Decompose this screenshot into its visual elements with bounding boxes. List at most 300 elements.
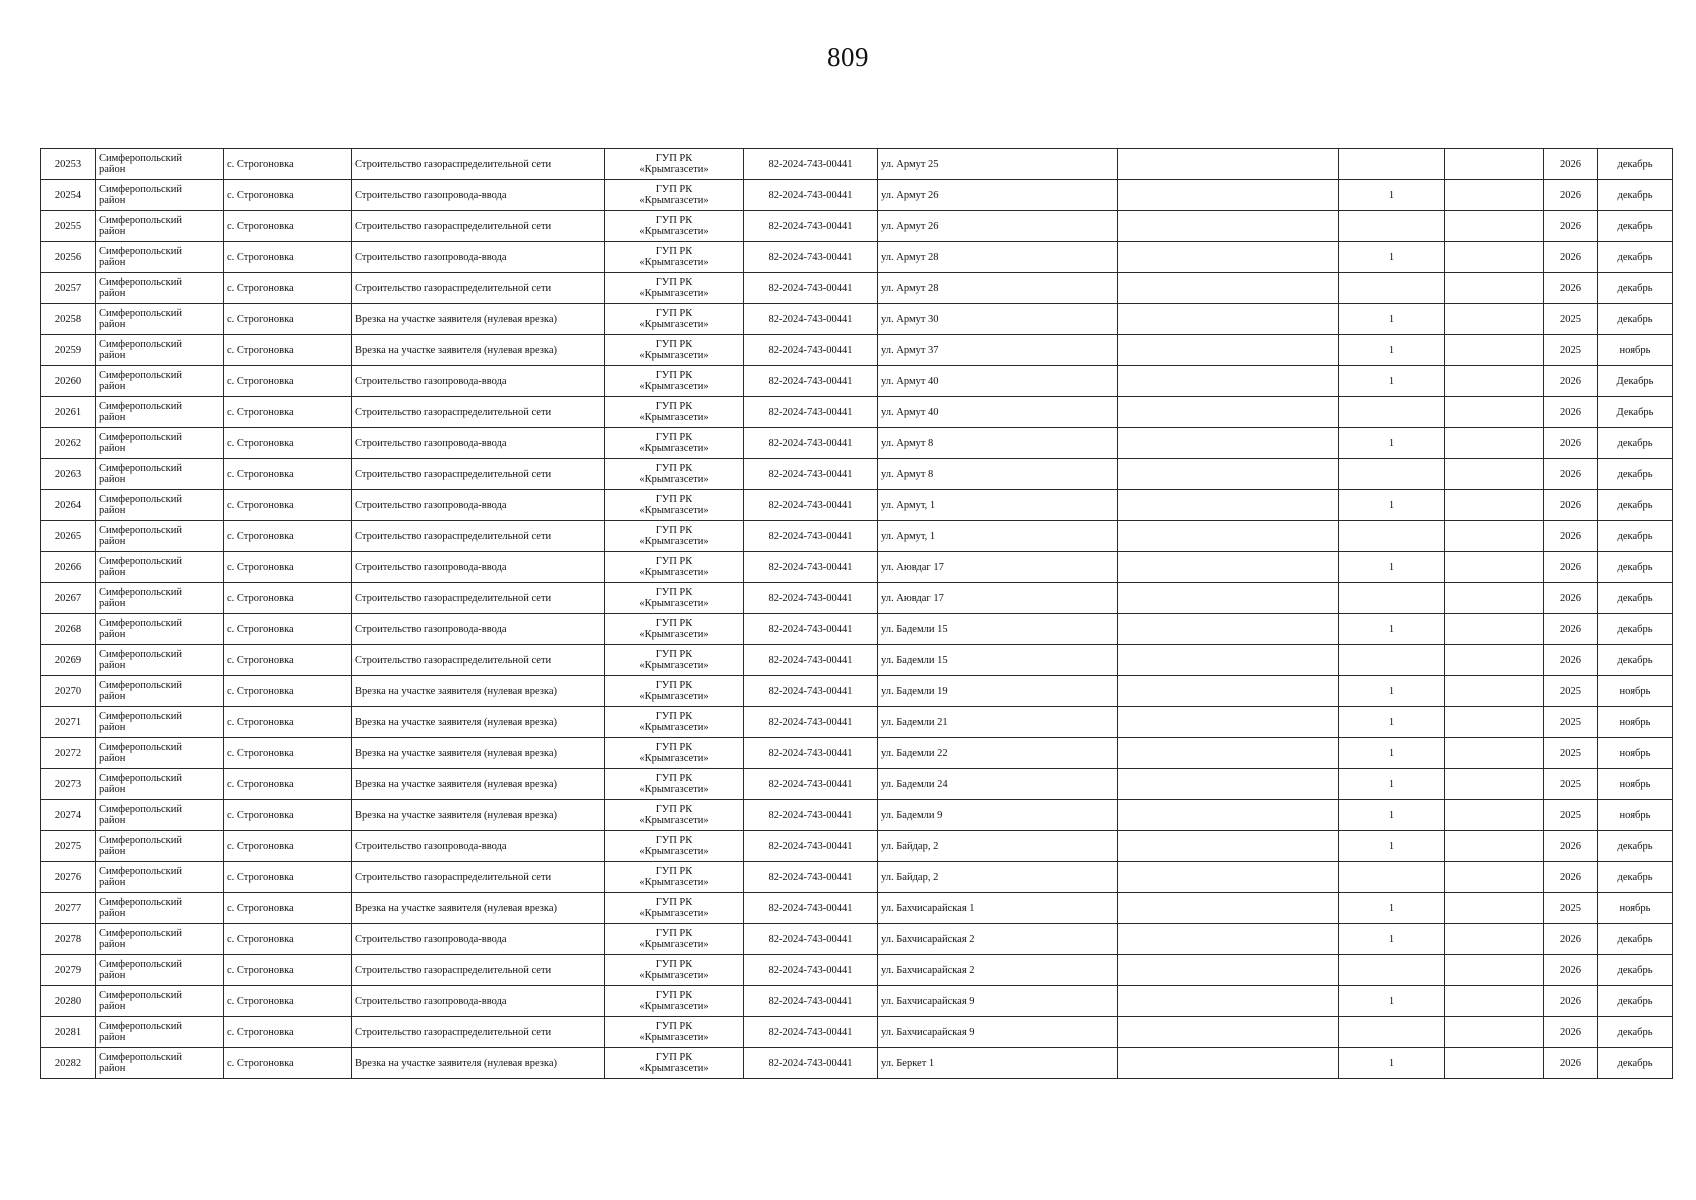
organization-line-1: ГУП РК: [655, 277, 693, 288]
count-cell: [1339, 521, 1445, 552]
district-line-1: Симферопольский: [99, 308, 182, 319]
address-cell: ул. Бахчисарайская 2: [878, 955, 1118, 986]
work-type-cell: Врезка на участке заявителя (нулевая врезка): [352, 769, 605, 800]
district-cell: [96, 769, 224, 800]
year-cell: 2025: [1544, 304, 1598, 335]
empty-cell: [1445, 893, 1544, 924]
month-cell: декабрь: [1598, 149, 1673, 180]
count-cell: 1: [1339, 552, 1445, 583]
row-number: 20259: [41, 335, 96, 366]
organization-line-1: ГУП РК: [655, 246, 693, 257]
district-cell: [96, 521, 224, 552]
organization-line-1: ГУП РК: [655, 153, 693, 164]
count-cell: [1339, 273, 1445, 304]
district-line-2: район: [99, 1001, 126, 1012]
empty-cell: [1118, 862, 1339, 893]
district-cell: [96, 831, 224, 862]
row-number: 20270: [41, 676, 96, 707]
month-cell: декабрь: [1598, 459, 1673, 490]
organization-line-1: ГУП РК: [655, 308, 693, 319]
organization-cell: [605, 521, 744, 552]
empty-cell: [1118, 335, 1339, 366]
organization-cell: [605, 1017, 744, 1048]
empty-cell: [1118, 986, 1339, 1017]
address-cell: ул. Армут 40: [878, 366, 1118, 397]
page-number: 809: [827, 42, 869, 72]
district-cell: [96, 645, 224, 676]
row-number: 20256: [41, 242, 96, 273]
district-line-1: Симферопольский: [99, 339, 182, 350]
count-cell: 1: [1339, 769, 1445, 800]
address-cell: ул. Армут 8: [878, 428, 1118, 459]
organization-line-1: ГУП РК: [655, 587, 693, 598]
district-cell: [96, 273, 224, 304]
work-type-cell: Строительство газопровода-ввода: [352, 614, 605, 645]
district-line-1: Симферопольский: [99, 184, 182, 195]
row-number: 20262: [41, 428, 96, 459]
month-cell: декабрь: [1598, 955, 1673, 986]
district-cell: [96, 1017, 224, 1048]
count-cell: 1: [1339, 428, 1445, 459]
organization-line-2: «Крымгазсети»: [639, 753, 709, 764]
address-cell: ул. Армут 26: [878, 211, 1118, 242]
organization-line-1: ГУП РК: [655, 742, 693, 753]
table-row: [41, 521, 1673, 552]
village-cell: с. Строгоновка: [224, 676, 352, 707]
year-cell: 2026: [1544, 521, 1598, 552]
count-cell: [1339, 1017, 1445, 1048]
empty-cell: [1445, 304, 1544, 335]
empty-cell: [1118, 552, 1339, 583]
registry-code-cell: 82-2024-743-00441: [744, 986, 878, 1017]
organization-line-2: «Крымгазсети»: [639, 1001, 709, 1012]
empty-cell: [1118, 211, 1339, 242]
village-cell: с. Строгоновка: [224, 490, 352, 521]
district-line-2: район: [99, 567, 126, 578]
organization-line-2: «Крымгазсети»: [639, 412, 709, 423]
empty-cell: [1118, 242, 1339, 273]
organization-line-2: «Крымгазсети»: [639, 784, 709, 795]
district-cell: [96, 366, 224, 397]
empty-cell: [1445, 955, 1544, 986]
empty-cell: [1118, 459, 1339, 490]
district-line-1: Симферопольский: [99, 1021, 182, 1032]
district-line-1: Симферопольский: [99, 835, 182, 846]
village-cell: с. Строгоновка: [224, 180, 352, 211]
district-line-1: Симферопольский: [99, 432, 182, 443]
registry-code-cell: 82-2024-743-00441: [744, 521, 878, 552]
organization-line-1: ГУП РК: [655, 494, 693, 505]
organization-line-1: ГУП РК: [655, 215, 693, 226]
village-cell: с. Строгоновка: [224, 924, 352, 955]
month-cell: декабрь: [1598, 1048, 1673, 1079]
empty-cell: [1118, 738, 1339, 769]
organization-line-2: «Крымгазсети»: [639, 164, 709, 175]
organization-line-2: «Крымгазсети»: [639, 1032, 709, 1043]
count-cell: 1: [1339, 242, 1445, 273]
year-cell: 2026: [1544, 1048, 1598, 1079]
district-cell: [96, 428, 224, 459]
address-cell: ул. Бадемли 9: [878, 800, 1118, 831]
year-cell: 2026: [1544, 645, 1598, 676]
organization-line-1: ГУП РК: [655, 680, 693, 691]
registry-code-cell: 82-2024-743-00441: [744, 211, 878, 242]
work-type-cell: Строительство газораспределительной сети: [352, 211, 605, 242]
district-line-2: район: [99, 722, 126, 733]
row-number: 20282: [41, 1048, 96, 1079]
village-cell: с. Строгоновка: [224, 397, 352, 428]
district-line-2: район: [99, 846, 126, 857]
work-type-cell: Врезка на участке заявителя (нулевая врезка): [352, 1048, 605, 1079]
work-type-cell: Строительство газопровода-ввода: [352, 924, 605, 955]
address-cell: ул. Аювдаг 17: [878, 552, 1118, 583]
registry-code-cell: 82-2024-743-00441: [744, 831, 878, 862]
empty-cell: [1445, 831, 1544, 862]
year-cell: 2026: [1544, 397, 1598, 428]
district-line-2: район: [99, 660, 126, 671]
month-cell: декабрь: [1598, 180, 1673, 211]
village-cell: с. Строгоновка: [224, 831, 352, 862]
registry-code-cell: 82-2024-743-00441: [744, 428, 878, 459]
organization-cell: [605, 490, 744, 521]
month-cell: ноябрь: [1598, 676, 1673, 707]
empty-cell: [1118, 1017, 1339, 1048]
organization-cell: [605, 428, 744, 459]
organization-line-2: «Крымгазсети»: [639, 443, 709, 454]
row-number: 20255: [41, 211, 96, 242]
district-line-2: район: [99, 319, 126, 330]
registry-code-cell: 82-2024-743-00441: [744, 366, 878, 397]
work-type-cell: Строительство газораспределительной сети: [352, 583, 605, 614]
organization-cell: [605, 986, 744, 1017]
district-cell: [96, 986, 224, 1017]
year-cell: 2026: [1544, 552, 1598, 583]
empty-cell: [1118, 490, 1339, 521]
table-row: [41, 459, 1673, 490]
district-line-1: Симферопольский: [99, 1052, 182, 1063]
year-cell: 2026: [1544, 955, 1598, 986]
district-line-1: Симферопольский: [99, 742, 182, 753]
empty-cell: [1445, 149, 1544, 180]
organization-line-2: «Крымгазсети»: [639, 505, 709, 516]
village-cell: с. Строгоновка: [224, 366, 352, 397]
year-cell: 2026: [1544, 862, 1598, 893]
organization-line-1: ГУП РК: [655, 401, 693, 412]
district-line-1: Симферопольский: [99, 680, 182, 691]
organization-line-1: ГУП РК: [655, 835, 693, 846]
table-body: [41, 149, 1673, 1079]
organization-cell: [605, 831, 744, 862]
district-cell: [96, 180, 224, 211]
work-type-cell: Врезка на участке заявителя (нулевая врезка): [352, 738, 605, 769]
row-number: 20269: [41, 645, 96, 676]
row-number: 20254: [41, 180, 96, 211]
table-row: [41, 955, 1673, 986]
year-cell: 2026: [1544, 583, 1598, 614]
district-line-1: Симферопольский: [99, 928, 182, 939]
organization-line-2: «Крымгазсети»: [639, 288, 709, 299]
empty-cell: [1118, 707, 1339, 738]
year-cell: 2025: [1544, 769, 1598, 800]
work-type-cell: Строительство газораспределительной сети: [352, 1017, 605, 1048]
table-row: [41, 707, 1673, 738]
count-cell: 1: [1339, 924, 1445, 955]
address-cell: ул. Армут, 1: [878, 490, 1118, 521]
village-cell: с. Строгоновка: [224, 459, 352, 490]
address-cell: ул. Армут 28: [878, 273, 1118, 304]
count-cell: 1: [1339, 180, 1445, 211]
empty-cell: [1445, 552, 1544, 583]
month-cell: декабрь: [1598, 273, 1673, 304]
village-cell: с. Строгоновка: [224, 1048, 352, 1079]
empty-cell: [1445, 707, 1544, 738]
organization-line-1: ГУП РК: [655, 463, 693, 474]
organization-line-2: «Крымгазсети»: [639, 381, 709, 392]
count-cell: [1339, 955, 1445, 986]
address-cell: ул. Армут 28: [878, 242, 1118, 273]
empty-cell: [1445, 769, 1544, 800]
district-line-1: Симферопольский: [99, 277, 182, 288]
registry-code-cell: 82-2024-743-00441: [744, 769, 878, 800]
village-cell: с. Строгоновка: [224, 211, 352, 242]
table-row: [41, 769, 1673, 800]
empty-cell: [1118, 676, 1339, 707]
registry-code-cell: 82-2024-743-00441: [744, 893, 878, 924]
organization-cell: [605, 552, 744, 583]
organization-line-2: «Крымгазсети»: [639, 567, 709, 578]
month-cell: декабрь: [1598, 211, 1673, 242]
count-cell: 1: [1339, 707, 1445, 738]
organization-cell: [605, 242, 744, 273]
district-line-1: Симферопольский: [99, 370, 182, 381]
address-cell: ул. Бадемли 19: [878, 676, 1118, 707]
table-row: [41, 304, 1673, 335]
year-cell: 2025: [1544, 893, 1598, 924]
organization-line-1: ГУП РК: [655, 804, 693, 815]
empty-cell: [1118, 366, 1339, 397]
district-cell: [96, 738, 224, 769]
district-line-2: район: [99, 939, 126, 950]
address-cell: ул. Бадемли 15: [878, 614, 1118, 645]
row-number: 20265: [41, 521, 96, 552]
empty-cell: [1118, 304, 1339, 335]
year-cell: 2026: [1544, 149, 1598, 180]
organization-cell: [605, 924, 744, 955]
address-cell: ул. Бахчисарайская 9: [878, 986, 1118, 1017]
organization-cell: [605, 583, 744, 614]
count-cell: 1: [1339, 490, 1445, 521]
row-number: 20275: [41, 831, 96, 862]
registry-code-cell: 82-2024-743-00441: [744, 800, 878, 831]
month-cell: ноябрь: [1598, 800, 1673, 831]
month-cell: декабрь: [1598, 924, 1673, 955]
row-number: 20257: [41, 273, 96, 304]
organization-cell: [605, 149, 744, 180]
empty-cell: [1118, 955, 1339, 986]
registry-code-cell: 82-2024-743-00441: [744, 738, 878, 769]
row-number: 20264: [41, 490, 96, 521]
row-number: 20253: [41, 149, 96, 180]
address-cell: ул. Беркет 1: [878, 1048, 1118, 1079]
organization-cell: [605, 955, 744, 986]
village-cell: с. Строгоновка: [224, 614, 352, 645]
registry-code-cell: 82-2024-743-00441: [744, 335, 878, 366]
month-cell: декабрь: [1598, 986, 1673, 1017]
registry-code-cell: 82-2024-743-00441: [744, 676, 878, 707]
table-row: [41, 583, 1673, 614]
month-cell: Декабрь: [1598, 366, 1673, 397]
organization-line-2: «Крымгазсети»: [639, 1063, 709, 1074]
address-cell: ул. Байдар, 2: [878, 862, 1118, 893]
table-row: [41, 335, 1673, 366]
registry-code-cell: 82-2024-743-00441: [744, 149, 878, 180]
empty-cell: [1445, 738, 1544, 769]
registry-code-cell: 82-2024-743-00441: [744, 583, 878, 614]
village-cell: с. Строгоновка: [224, 521, 352, 552]
village-cell: с. Строгоновка: [224, 862, 352, 893]
district-cell: [96, 707, 224, 738]
address-cell: ул. Байдар, 2: [878, 831, 1118, 862]
organization-line-2: «Крымгазсети»: [639, 877, 709, 888]
village-cell: с. Строгоновка: [224, 986, 352, 1017]
district-line-1: Симферопольский: [99, 773, 182, 784]
year-cell: 2026: [1544, 831, 1598, 862]
district-cell: [96, 800, 224, 831]
organization-cell: [605, 676, 744, 707]
row-number: 20272: [41, 738, 96, 769]
district-line-2: район: [99, 474, 126, 485]
address-cell: ул. Армут 26: [878, 180, 1118, 211]
district-cell: [96, 893, 224, 924]
count-cell: [1339, 645, 1445, 676]
district-cell: [96, 676, 224, 707]
district-line-1: Симферопольский: [99, 556, 182, 567]
organization-line-1: ГУП РК: [655, 959, 693, 970]
organization-line-2: «Крымгазсети»: [639, 474, 709, 485]
registry-code-cell: 82-2024-743-00441: [744, 242, 878, 273]
organization-line-2: «Крымгазсети»: [639, 350, 709, 361]
empty-cell: [1118, 831, 1339, 862]
registry-code-cell: 82-2024-743-00441: [744, 614, 878, 645]
organization-line-1: ГУП РК: [655, 339, 693, 350]
district-cell: [96, 397, 224, 428]
organization-line-2: «Крымгазсети»: [639, 598, 709, 609]
count-cell: [1339, 211, 1445, 242]
month-cell: ноябрь: [1598, 769, 1673, 800]
count-cell: 1: [1339, 1048, 1445, 1079]
month-cell: декабрь: [1598, 428, 1673, 459]
empty-cell: [1118, 273, 1339, 304]
empty-cell: [1118, 149, 1339, 180]
organization-line-1: ГУП РК: [655, 432, 693, 443]
table-row: [41, 862, 1673, 893]
work-type-cell: Врезка на участке заявителя (нулевая врезка): [352, 304, 605, 335]
work-type-cell: Врезка на участке заявителя (нулевая врезка): [352, 800, 605, 831]
organization-cell: [605, 397, 744, 428]
organization-line-1: ГУП РК: [655, 897, 693, 908]
month-cell: декабрь: [1598, 862, 1673, 893]
empty-cell: [1445, 273, 1544, 304]
work-type-cell: Строительство газопровода-ввода: [352, 242, 605, 273]
district-line-2: район: [99, 350, 126, 361]
work-type-cell: Строительство газораспределительной сети: [352, 397, 605, 428]
organization-line-2: «Крымгазсети»: [639, 691, 709, 702]
village-cell: с. Строгоновка: [224, 707, 352, 738]
village-cell: с. Строгоновка: [224, 428, 352, 459]
organization-cell: [605, 273, 744, 304]
year-cell: 2026: [1544, 211, 1598, 242]
organization-line-2: «Крымгазсети»: [639, 660, 709, 671]
district-cell: [96, 304, 224, 335]
village-cell: с. Строгоновка: [224, 242, 352, 273]
district-line-2: район: [99, 226, 126, 237]
empty-cell: [1445, 800, 1544, 831]
district-cell: [96, 335, 224, 366]
village-cell: с. Строгоновка: [224, 800, 352, 831]
row-number: 20271: [41, 707, 96, 738]
organization-line-1: ГУП РК: [655, 773, 693, 784]
month-cell: декабрь: [1598, 242, 1673, 273]
district-cell: [96, 490, 224, 521]
work-type-cell: Строительство газораспределительной сети: [352, 862, 605, 893]
empty-cell: [1445, 1048, 1544, 1079]
month-cell: декабрь: [1598, 521, 1673, 552]
row-number: 20266: [41, 552, 96, 583]
district-line-2: район: [99, 1032, 126, 1043]
district-line-2: район: [99, 505, 126, 516]
village-cell: с. Строгоновка: [224, 583, 352, 614]
district-line-2: район: [99, 288, 126, 299]
organization-cell: [605, 707, 744, 738]
village-cell: с. Строгоновка: [224, 335, 352, 366]
work-type-cell: Строительство газораспределительной сети: [352, 955, 605, 986]
district-line-2: район: [99, 815, 126, 826]
district-line-1: Симферопольский: [99, 804, 182, 815]
district-line-1: Симферопольский: [99, 494, 182, 505]
empty-cell: [1118, 1048, 1339, 1079]
table-row: [41, 211, 1673, 242]
village-cell: с. Строгоновка: [224, 738, 352, 769]
count-cell: [1339, 397, 1445, 428]
district-line-2: район: [99, 412, 126, 423]
year-cell: 2025: [1544, 707, 1598, 738]
work-type-cell: Строительство газопровода-ввода: [352, 831, 605, 862]
row-number: 20260: [41, 366, 96, 397]
empty-cell: [1445, 180, 1544, 211]
district-line-1: Симферопольский: [99, 215, 182, 226]
table-row: [41, 149, 1673, 180]
district-line-2: район: [99, 195, 126, 206]
year-cell: 2025: [1544, 676, 1598, 707]
district-line-1: Симферопольский: [99, 618, 182, 629]
district-line-1: Симферопольский: [99, 401, 182, 412]
address-cell: ул. Бахчисарайская 1: [878, 893, 1118, 924]
district-line-2: район: [99, 257, 126, 268]
registry-code-cell: 82-2024-743-00441: [744, 490, 878, 521]
district-line-2: район: [99, 598, 126, 609]
empty-cell: [1118, 645, 1339, 676]
village-cell: с. Строгоновка: [224, 149, 352, 180]
month-cell: декабрь: [1598, 552, 1673, 583]
row-number: 20281: [41, 1017, 96, 1048]
empty-cell: [1118, 428, 1339, 459]
organization-cell: [605, 800, 744, 831]
organization-line-1: ГУП РК: [655, 990, 693, 1001]
work-type-cell: Врезка на участке заявителя (нулевая врезка): [352, 335, 605, 366]
month-cell: декабрь: [1598, 614, 1673, 645]
district-line-2: район: [99, 970, 126, 981]
address-cell: ул. Аювдаг 17: [878, 583, 1118, 614]
